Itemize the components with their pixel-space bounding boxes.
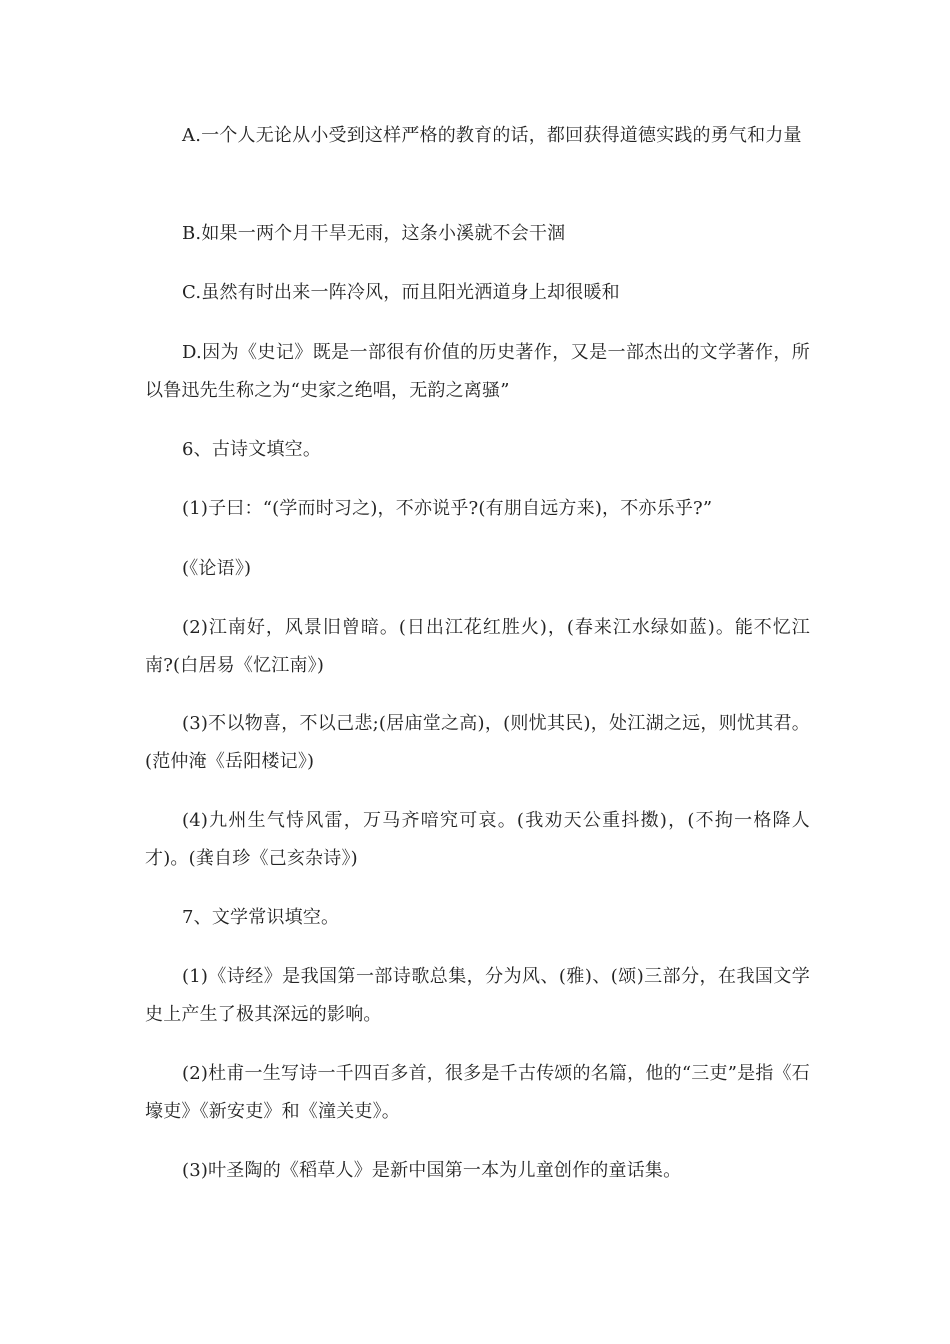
poem-fill-1-source: (《论语》) xyxy=(182,558,252,579)
section-heading-6: 6、古诗文填空。 xyxy=(182,439,322,460)
option-d: D.因为《史记》既是一部很有价值的历史著作，又是一部杰出的文学著作，所以鲁迅先生称之为“史家之绝唱，无韵之离骚” xyxy=(145,342,810,401)
poem-fill-1: (1)子曰：“(学而时习之)，不亦说乎?(有朋自远方来)，不亦乐乎?” xyxy=(182,498,713,519)
poem-fill-2: (2)江南好，风景旧曾暗。(日出江花红胜火)，(春来江水绿如蓝)。能不忆江南?(白居易《忆江南》) xyxy=(145,617,810,676)
literature-fill-2: (2)杜甫一生写诗一千四百多首，很多是千古传颂的名篇，他的“三吏”是指《石壕吏》《新安吏》和《潼关吏》。 xyxy=(145,1063,810,1122)
section-heading-7: 7、文学常识填空。 xyxy=(182,907,340,928)
poem-fill-3: (3)不以物喜，不以己悲;(居庙堂之高)，(则忧其民)，处江湖之远，则忧其君。(范仲淹《岳阳楼记》) xyxy=(145,713,810,772)
literature-fill-1: (1)《诗经》是我国第一部诗歌总集，分为风、(雅)、(颂)三部分，在我国文学史上产生了极其深远的影响。 xyxy=(145,966,810,1025)
poem-fill-4: (4)九州生气恃风雷，万马齐喑究可哀。(我劝天公重抖擞)，(不拘一格降人才)。(龚自珍《己亥杂诗》) xyxy=(145,810,810,869)
option-b: B.如果一两个月干旱无雨，这条小溪就不会干涸 xyxy=(182,223,566,244)
option-a: A.一个人无论从小受到这样严格的教育的话，都回获得道德实践的勇气和力量 xyxy=(182,125,802,146)
option-c: C.虽然有时出来一阵冷风，而且阳光洒道身上却很暖和 xyxy=(182,282,620,303)
literature-fill-3: (3)叶圣陶的《稻草人》是新中国第一本为儿童创作的童话集。 xyxy=(182,1160,682,1181)
